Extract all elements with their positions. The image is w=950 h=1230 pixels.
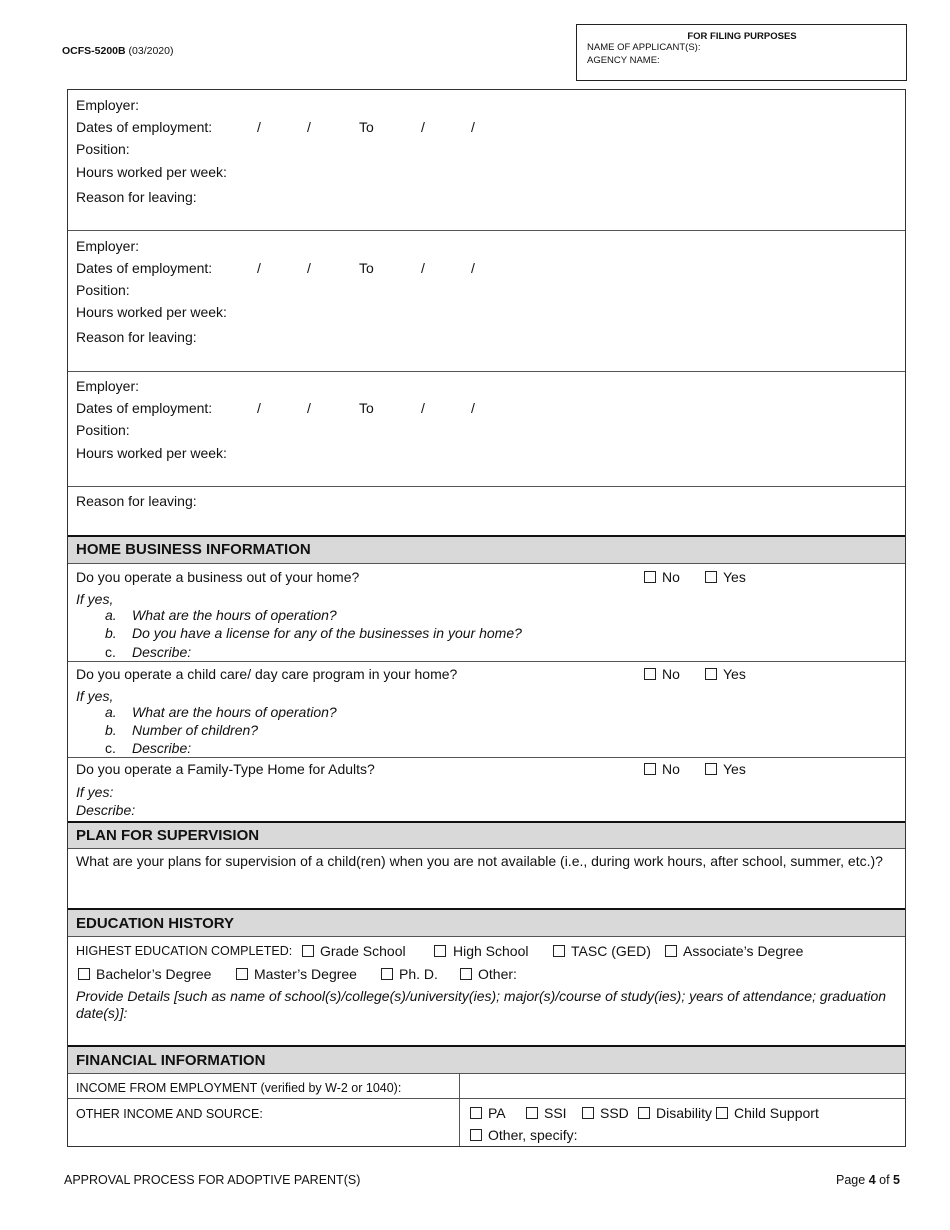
masters-label: Master’s Degree [254,966,357,982]
home-business-title: HOME BUSINESS INFORMATION [76,541,311,558]
financial-title: FINANCIAL INFORMATION [76,1052,266,1069]
other-income-checkbox[interactable] [470,1129,482,1141]
divider [68,1098,905,1099]
education-details-line2: date(s)]: [76,1005,128,1021]
tasc-checkbox[interactable] [553,945,565,957]
education-title: EDUCATION HISTORY [76,915,235,932]
business-license-question: Do you have a license for any of the businesses in your home? [132,625,522,641]
tasc-label: TASC (GED) [571,943,651,959]
dates-label-3: Dates of employment: [76,400,213,416]
employer-label-2: Employer: [76,238,140,254]
bachelors-checkbox[interactable] [78,968,90,980]
adult-home-no-checkbox[interactable] [644,763,656,775]
business-yes-label: Yes [723,569,746,585]
associates-label: Associate’s Degree [683,943,804,959]
date-slash: / [257,400,261,416]
employer-label-3: Employer: [76,378,140,394]
date-slash: / [471,119,475,135]
adult-home-no-label: No [662,761,680,777]
disability-label: Disability [656,1105,713,1121]
income-employment-label [76,1081,401,1095]
position-label-1: Position: [76,141,130,157]
business-no-label: No [662,569,680,585]
divider [68,936,905,937]
page-total: 5 [893,1173,900,1187]
date-slash: / [307,260,311,276]
business-if-yes: If yes, [76,591,114,607]
date-slash: / [471,260,475,276]
ssi-checkbox[interactable] [526,1107,538,1119]
adult-home-yes-checkbox[interactable] [705,763,717,775]
divider [68,1073,905,1074]
date-slash: / [421,400,425,416]
form-code: OCFS-5200B [62,45,126,57]
phd-label: Ph. D. [399,966,438,982]
page-word: Page [836,1173,866,1187]
childcare-no-label: No [662,666,680,682]
childcare-describe: Describe: [132,740,192,756]
divider [68,563,905,564]
other-education-label: Other: [478,966,517,982]
date-slash: / [421,260,425,276]
masters-checkbox[interactable] [236,968,248,980]
high-school-checkbox[interactable] [434,945,446,957]
childcare-no-checkbox[interactable] [644,668,656,680]
item-marker: a. [105,607,117,623]
item-marker: c. [105,644,116,660]
bachelors-label: Bachelor’s Degree [96,966,212,982]
filing-box [576,24,907,81]
reason-label-3: Reason for leaving: [76,493,197,509]
position-label-3: Position: [76,422,130,438]
date-slash: / [421,119,425,135]
form-date: (03/2020) [128,45,174,57]
associates-checkbox[interactable] [665,945,677,957]
childcare-question: Do you operate a child care/ day care program in your home? [76,666,458,682]
childcare-hours-question: What are the hours of operation? [132,704,337,720]
reason-label-2: Reason for leaving: [76,329,197,345]
dates-label-1: Dates of employment: [76,119,213,135]
income-label-text: INCOME FROM EMPLOYMENT [76,1081,258,1095]
employer-label-1: Employer: [76,97,140,113]
of-word: of [879,1173,890,1187]
adult-home-yes-label: Yes [723,761,746,777]
business-describe: Describe: [132,644,192,660]
form-body [67,89,906,1147]
hours-label-1: Hours worked per week: [76,164,227,180]
grade-school-checkbox[interactable] [302,945,314,957]
page-current: 4 [868,1173,876,1187]
column-divider [459,1073,460,1146]
agency-label: AGENCY NAME: [587,54,660,66]
disability-checkbox[interactable] [638,1107,650,1119]
to-label: To [359,260,374,276]
adult-home-question: Do you operate a Family-Type Home for Adults? [76,761,375,777]
other-income-specify: Other, specify: [488,1127,578,1143]
filing-title: FOR FILING PURPOSES [687,31,797,42]
supervision-title: PLAN FOR SUPERVISION [76,827,260,844]
item-marker: a. [105,704,117,720]
divider [68,848,905,849]
business-yes-checkbox[interactable] [705,571,717,583]
adult-home-describe: Describe: [76,802,136,818]
ssd-checkbox[interactable] [582,1107,594,1119]
adult-home-if-yes: If yes: [76,784,114,800]
education-label: HIGHEST EDUCATION COMPLETED: [76,944,293,958]
divider [68,757,905,758]
child-support-label: Child Support [734,1105,819,1121]
footer-title: APPROVAL PROCESS FOR ADOPTIVE PARENT(S) [64,1173,361,1187]
education-details-line1: Provide Details [such as name of school(s)/college(s)/university(ies); major(s)/course of study(ies); years of attendance; graduation [76,988,887,1004]
business-question: Do you operate a business out of your home? [76,569,360,585]
reason-label-1: Reason for leaving: [76,189,197,205]
date-slash: / [307,119,311,135]
date-slash: / [257,119,261,135]
supervision-question: What are your plans for supervision of a child(ren) when you are not available (i.e., during work hours, after school, summer, etc.)? [76,853,883,869]
business-no-checkbox[interactable] [644,571,656,583]
date-slash: / [257,260,261,276]
other-education-checkbox[interactable] [460,968,472,980]
date-slash: / [471,400,475,416]
divider [68,486,905,487]
item-marker: b. [105,625,117,641]
childcare-children-question: Number of children? [132,722,259,738]
applicant-label: NAME OF APPLICANT(S): [587,42,701,53]
divider [68,661,905,662]
pa-checkbox[interactable] [470,1107,482,1119]
page-number [836,1173,900,1187]
pa-label: PA [488,1105,506,1121]
divider [68,230,905,231]
hours-label-2: Hours worked per week: [76,304,227,320]
hours-label-3: Hours worked per week: [76,445,227,461]
business-hours-question: What are the hours of operation? [132,607,337,623]
date-slash: / [307,400,311,416]
childcare-yes-checkbox[interactable] [705,668,717,680]
to-label: To [359,119,374,135]
form-id [62,45,173,57]
divider [68,371,905,372]
high-school-label: High School [453,943,529,959]
item-marker: c. [105,740,116,756]
grade-school-label: Grade School [320,943,406,959]
to-label: To [359,400,374,416]
ssd-label: SSD [600,1105,629,1121]
dates-label-2: Dates of employment: [76,260,213,276]
child-support-checkbox[interactable] [716,1107,728,1119]
phd-checkbox[interactable] [381,968,393,980]
item-marker: b. [105,722,117,738]
position-label-2: Position: [76,282,130,298]
other-income-label: OTHER INCOME AND SOURCE: [76,1107,263,1121]
childcare-yes-label: Yes [723,666,746,682]
income-note: (verified by W-2 or 1040): [260,1081,402,1095]
ssi-label: SSI [544,1105,567,1121]
childcare-if-yes: If yes, [76,688,114,704]
